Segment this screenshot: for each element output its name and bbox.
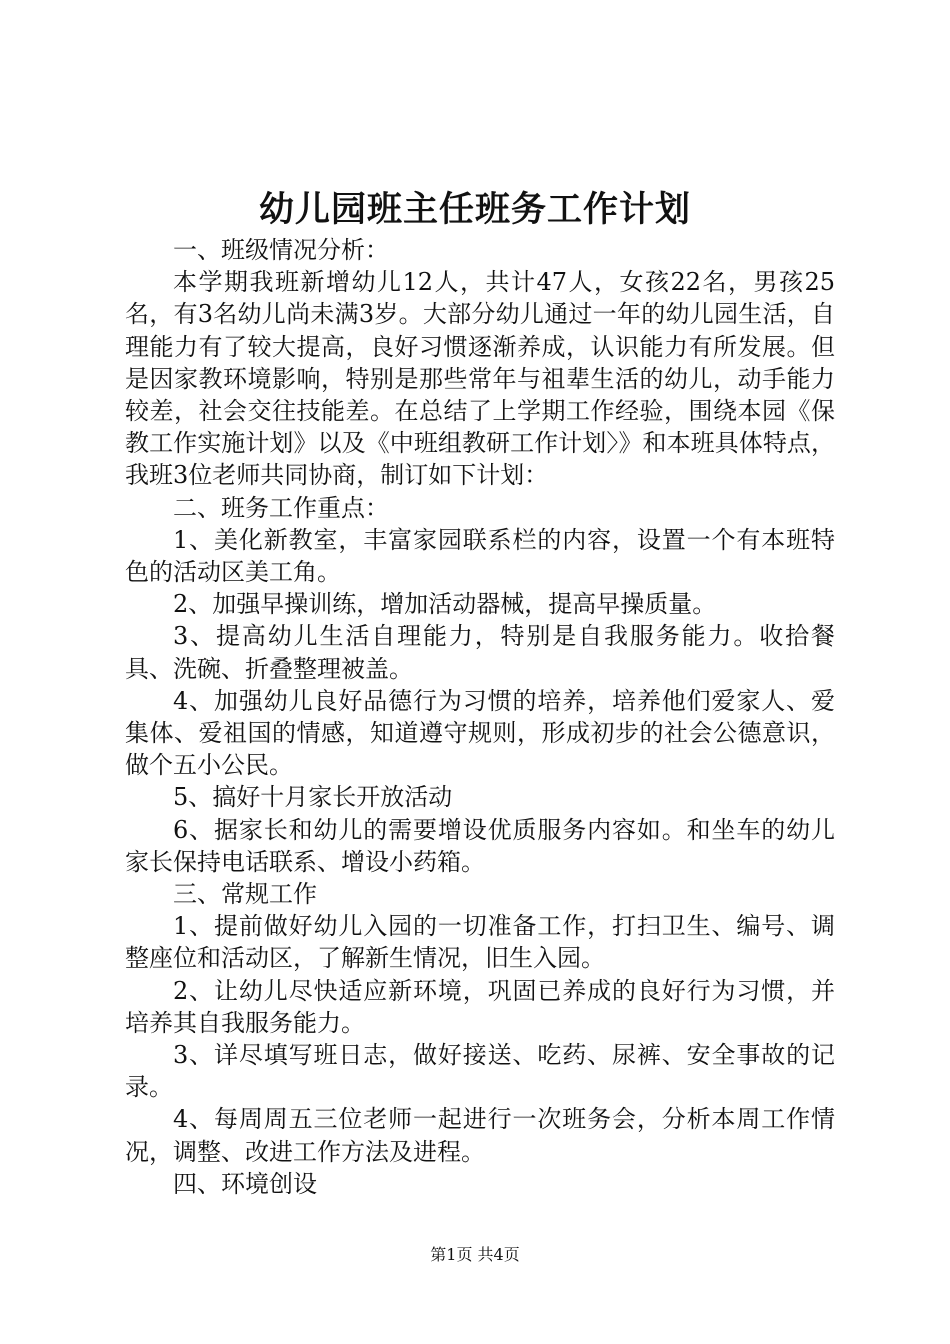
list-item-key-work-4: 4、加强幼儿良好品德行为习惯的培养，培养他们爱家人、爱集体、爱祖国的情感，知道遵守规则，形成初步的社会公德意识，做个五小公民。 (125, 686, 835, 780)
section-heading-key-work: 二、班务工作重点： (173, 493, 389, 522)
list-item-key-work-5: 5、搞好十月家长开放活动 (173, 783, 453, 812)
list-item-key-work-2: 2、加强早操训练，增加活动器械，提高早操质量。 (173, 590, 717, 619)
list-item-routine-2: 2、让幼儿尽快适应新环境，巩固已养成的良好行为习惯，并培养其自我服务能力。 (125, 976, 835, 1037)
document-body (125, 234, 835, 1200)
list-item-key-work-6: 6、据家长和幼儿的需要增设优质服务内容如。和坐车的幼儿家长保持电话联系、增设小药箱。 (125, 815, 835, 876)
list-item-routine-3: 3、详尽填写班日志，做好接送、吃药、尿裤、安全事故的记录。 (125, 1041, 835, 1102)
document-title: 幼儿园班主任班务工作计划 (258, 189, 691, 230)
list-item-key-work-1: 1、美化新教室，丰富家园联系栏的内容，设置一个有本班特色的活动区美工角。 (125, 525, 835, 587)
section-heading-class-analysis: 一、班级情况分析： (173, 236, 389, 264)
section-heading-environment: 四、环境创设 (173, 1169, 317, 1198)
list-item-routine-4: 4、每周周五三位老师一起进行一次班务会，分析本周工作情况，调整、改进工作方法及进程。 (125, 1105, 835, 1166)
paragraph-class-analysis: 本学期我班新增幼儿12人，共计47人，女孩22名，男孩25名，有3名幼儿尚未满3岁。大部分幼儿通过一年的幼儿园生活，自理能力有了较大提高，良好习惯逐渐养成，认识能力有所发展。但是因家教环境影响，特别是那些常年与祖辈生活的幼儿，动手能力较差，社会交往技能差。在总结了上学期工作经验，围绕本园《保教工作实施计划》以及《中班组教研工作计划〉》和本班具体特点，我班3位老师共同协商，制订如下计划： (125, 268, 835, 490)
list-item-routine-1: 1、提前做好幼儿入园的一切准备工作，打扫卫生、编号、调整座位和活动区，了解新生情况，旧生入园。 (125, 912, 835, 973)
page-number-footer: 第1页 共4页 (430, 1245, 520, 1264)
list-item-key-work-3: 3、提高幼儿生活自理能力，特别是自我服务能力。收拾餐具、洗碗、折叠整理被盖。 (125, 622, 835, 683)
section-heading-routine-work: 三、常规工作 (173, 880, 317, 909)
